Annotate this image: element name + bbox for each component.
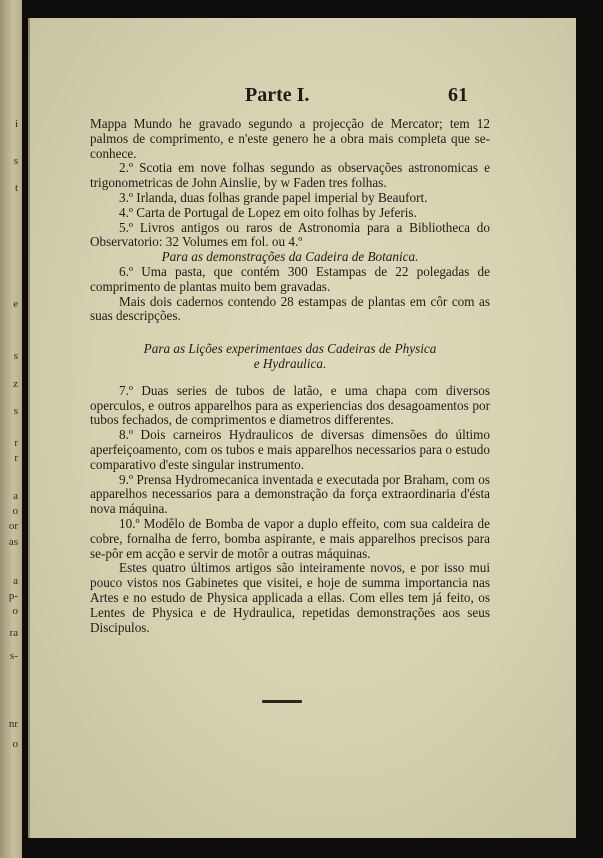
- margin-fragment: p-: [8, 590, 18, 602]
- section-heading-physica-line2: e Hydraulica.: [253, 355, 327, 371]
- end-ornament-rule: [262, 700, 302, 703]
- body-text: [90, 117, 490, 635]
- section-heading-physica: [90, 342, 490, 372]
- margin-fragment: nr: [8, 718, 18, 730]
- margin-fragment: s-: [10, 650, 18, 662]
- margin-fragment: o: [12, 738, 18, 750]
- paragraph-cadernos: Mais dois cadernos contendo 28 estampas de plantas em côr com as suas descripções.: [90, 293, 490, 324]
- paragraph-item-6: 6.º Uma pasta, que contém 300 Estampas de 22 polegadas de comprimento de plantas muito bem gravadas.: [90, 263, 490, 294]
- margin-fragment: i: [14, 118, 18, 130]
- margin-fragment: ra: [9, 627, 18, 639]
- paragraph-item-4: 4.º Carta de Portugal de Lopez em oito folhas by Jeferis.: [119, 204, 417, 220]
- margin-fragment: o: [12, 505, 18, 517]
- section-heading-physica-line1: Para as Lições experimentaes das Cadeiras de Physica: [143, 341, 437, 357]
- running-header: [30, 84, 576, 108]
- section-heading-botanica: Para as demonstrações da Cadeira de Botanica.: [161, 249, 419, 265]
- adjacent-page-strip: [0, 0, 22, 858]
- paragraph-item-8: 8.º Dois carneiros Hydraulicos de diversas dimensões do último aperfeiçoamento, com os tubos e mais apparelhos necessarios para o estudo comparativo d'este singular instrumento.: [90, 427, 490, 472]
- margin-fragment: s: [13, 350, 18, 362]
- paragraph-item-10: 10.º Modêlo de Bomba de vapor a duplo effeito, com sua caldeira de cobre, fornalha de ferro, bomba aspirante, e mais apparelhos precisos para se-pôr em acção e servir de motôr a outras máquinas.: [90, 515, 490, 561]
- margin-fragment: o: [12, 605, 18, 617]
- paragraph-item-7: 7.º Duas series de tubos de latão, e uma chapa com diversos operculos, e outros apparelhos para as experiencias dos desagoamentos por tubos fechados, de comprimentos e diametros differentes.: [90, 382, 490, 428]
- margin-fragment: r: [14, 452, 18, 464]
- paragraph-item-5: 5.º Livros antigos ou raros de Astronomia para a Bibliotheca do Observatorio: 32 Volumes em fol. ou 4.º: [90, 219, 490, 250]
- margin-fragment: s: [13, 155, 18, 167]
- part-title: Parte I.: [245, 84, 310, 106]
- paragraph-item-2: 2.º Scotia em nove folhas segundo as observações astronomicas e trigonometricas de John Ainslie, by w Faden tres folhas.: [90, 160, 490, 191]
- margin-fragment: e: [13, 298, 18, 310]
- margin-fragment: z: [13, 378, 18, 390]
- margin-fragment: a: [13, 575, 18, 587]
- margin-fragment: as: [8, 536, 18, 548]
- margin-fragment: r: [14, 437, 18, 449]
- page-number: 61: [448, 84, 468, 106]
- margin-fragment: s: [13, 405, 18, 417]
- margin-fragment: or: [8, 520, 18, 532]
- paragraph-item-3: 3.º Irlanda, duas folhas grande papel imperial by Beaufort.: [119, 189, 428, 205]
- paragraph-mappa-mundo: Mappa Mundo he gravado segundo a projecção de Mercator; tem 12 palmos de comprimento, e n'este genero he a obra mais completa que se-conhece.: [90, 116, 490, 161]
- paragraph-closing: Estes quatro últimos artigos são inteiramente novos, e por isso mui pouco vistos nos Gabinetes que visitei, e hoje de summa importancia nas Artes e no estudo de Physica applicada a ellas. Com elles tem já feito, os Lentes de Physica e de Hydraulica, repetidas demonstrações aos seus Discipulos.: [90, 560, 490, 635]
- paragraph-item-9: 9.º Prensa Hydromecanica inventada e executada por Braham, com os apparelhos necessarios para a demonstração da força extraordinaria d'ésta nova máquina.: [90, 471, 490, 517]
- margin-fragment: a: [13, 490, 18, 502]
- book-page: [28, 18, 576, 838]
- margin-fragment: t: [14, 182, 18, 194]
